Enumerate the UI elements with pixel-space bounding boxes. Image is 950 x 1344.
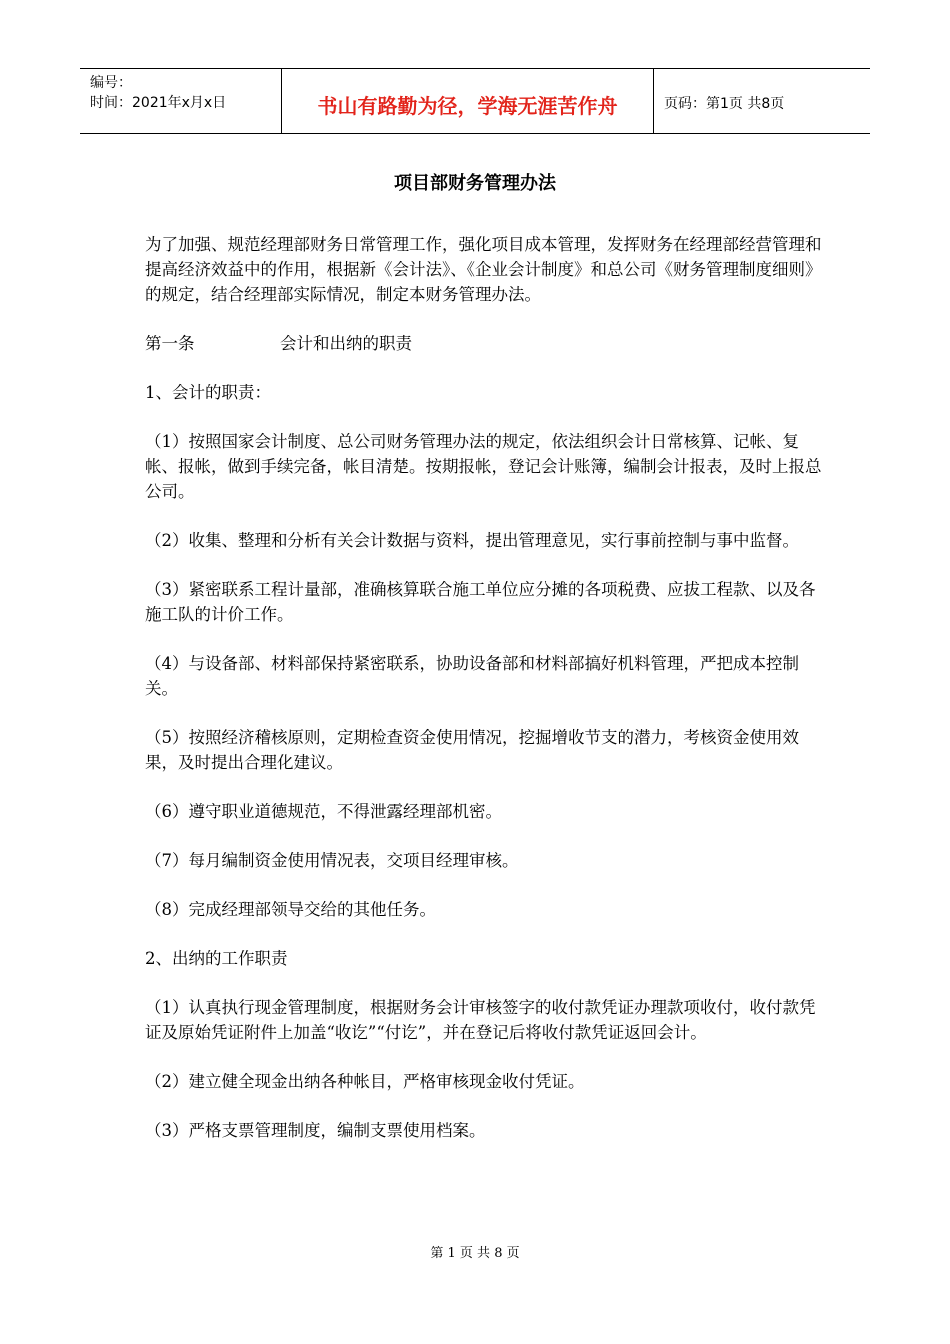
list-item: （3）紧密联系工程计量部，准确核算联合施工单位应分摊的各项税费、应拔工程款、以及各施工队的计价工作。 <box>145 580 816 624</box>
intro-paragraph: 为了加强、规范经理部财务日常管理工作，强化项目成本管理，发挥财务在经理部经营管理和提高经济效益中的作用，根据新《会计法》、《企业会计制度》和总公司《财务管理制度细则》的规定，结合经理部实际情况，制定本财务管理办法。 <box>145 235 822 304</box>
document-date-label: 时间：2021年x月x日 <box>90 95 227 111</box>
list-item: （2）收集、整理和分析有关会计数据与资料，提出管理意见，实行事前控制与事中监督。 <box>145 531 799 550</box>
clause-heading <box>145 331 825 356</box>
page-header <box>80 68 870 134</box>
clause-number: 第一条 <box>145 334 195 353</box>
document-body <box>145 232 825 1167</box>
document-title: 项目部财务管理办法 <box>394 173 556 194</box>
header-motto: 书山有路勤为径，学海无涯苦作舟 <box>282 69 654 133</box>
document-number-label: 编号： <box>90 75 132 91</box>
section-heading-accountant: 1、会计的职责： <box>145 383 271 402</box>
list-item: （6）遵守职业道德规范，不得泄露经理部机密。 <box>145 802 502 821</box>
page-footer: 第 1 页 共 8 页 <box>430 1246 520 1261</box>
section-heading-cashier: 2、出纳的工作职责 <box>145 949 288 968</box>
list-item: （4）与设备部、材料部保持紧密联系，协助设备部和材料部搞好机料管理，严把成本控制关。 <box>145 654 799 698</box>
list-item: （5）按照经济稽核原则，定期检查资金使用情况，挖掘增收节支的潜力，考核资金使用效果，及时提出合理化建议。 <box>145 728 799 772</box>
list-item: （7）每月编制资金使用情况表，交项目经理审核。 <box>145 851 519 870</box>
header-meta-cell <box>80 69 282 133</box>
list-item: （1）按照国家会计制度、总公司财务管理办法的规定，依法组织会计日常核算、记帐、复帐、报帐，做到手续完备，帐目清楚。按期报帐，登记会计账簿，编制会计报表，及时上报总公司。 <box>145 432 822 501</box>
clause-title: 会计和出纳的职责 <box>280 334 412 353</box>
list-item: （3）严格支票管理制度，编制支票使用档案。 <box>145 1121 486 1140</box>
header-page-number: 页码：第1页 共8页 <box>664 96 785 112</box>
list-item: （2）建立健全现金出纳各种帐目，严格审核现金收付凭证。 <box>145 1072 585 1091</box>
list-item: （8）完成经理部领导交给的其他任务。 <box>145 900 436 919</box>
list-item: （1）认真执行现金管理制度，根据财务会计审核签字的收付款凭证办理款项收付，收付款凭证及原始凭证附件上加盖“收讫”“付讫”，并在登记后将收付款凭证返回会计。 <box>145 998 816 1042</box>
